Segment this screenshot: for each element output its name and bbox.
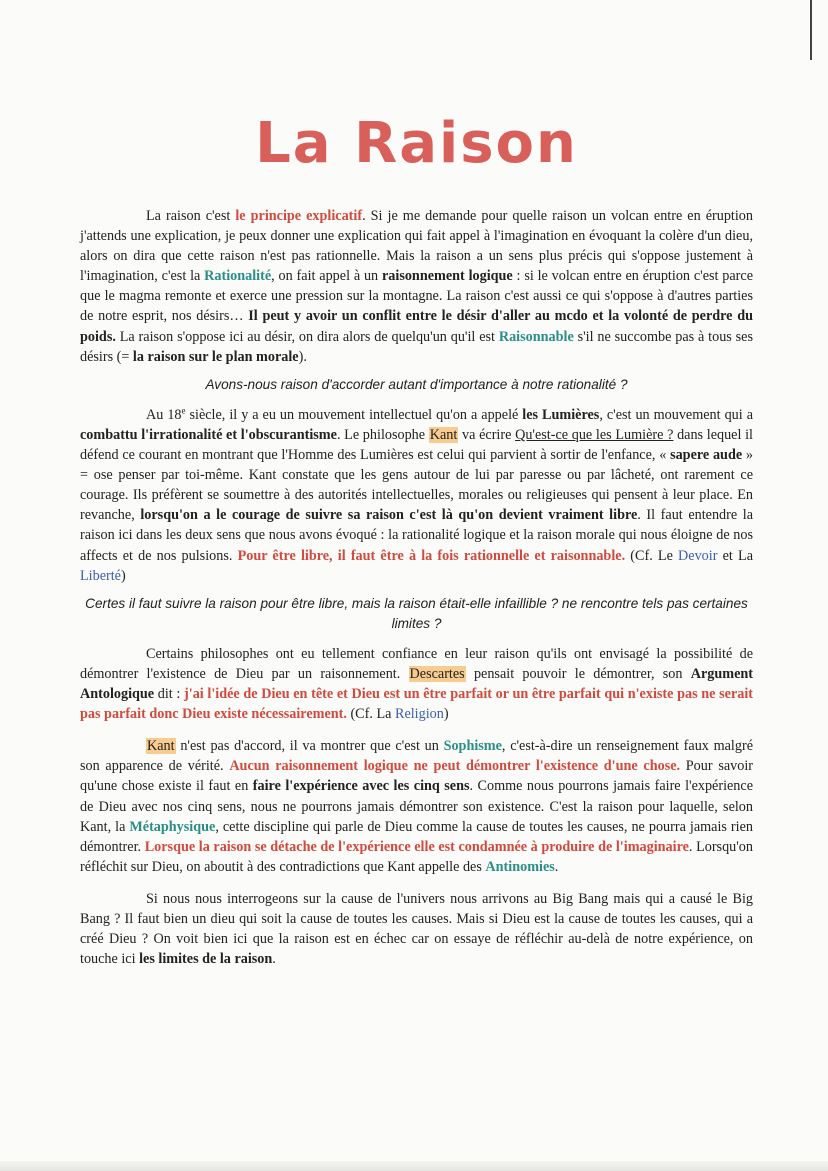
bold-text: raisonnement logique bbox=[381, 268, 513, 285]
text: ). bbox=[298, 348, 307, 365]
text: n'est pas d'accord, il va montrer que c'est un bbox=[175, 738, 444, 755]
paragraph-2 bbox=[80, 405, 753, 586]
text: La raison c'est bbox=[146, 208, 236, 224]
highlight-descartes: Descartes bbox=[409, 665, 465, 682]
text: et La bbox=[717, 547, 753, 564]
text: (Cf. La bbox=[346, 706, 395, 723]
text: » = ose penser par toi-même. Kant constate que les gens autour de lui par paresse ou par lâcheté, ont rarement ce courage. Ils préfèrent se soumettre à des autorités intellectuelles, morales ou religieuses qui pensent à leur place. En revanche, bbox=[80, 447, 753, 524]
text: . Le philosophe bbox=[336, 426, 429, 443]
highlight-kant: Kant bbox=[429, 426, 458, 443]
text: Si nous nous interrogeons sur la cause de l'univers nous arrivons au Big Bang mais qui a causé le Big Bang ? Il faut bien un dieu qui soit la cause de toutes les causes. Mais si Dieu est la cause de toutes les causes, qui a créé Dieu ? On voit bien ici que la raison est en échec car on essaye de réfléchir au-delà de notre expérience, on touche ici bbox=[80, 890, 753, 968]
highlight-kant: Kant bbox=[147, 738, 175, 755]
term-metaphysique: Métaphysique bbox=[129, 818, 216, 835]
text: s'il ne succombe pas à tous ses désirs (= bbox=[80, 328, 754, 365]
text: dans lequel il défend ce courant en montrant que l'Homme des Lumières est celui qui parvient à sortir de l'enfance, « bbox=[80, 426, 753, 464]
bold-text: lorsqu'on a le courage de suivre sa raison c'est là qu'on devient vraiment libre bbox=[140, 507, 638, 524]
page-bottom-edge bbox=[0, 1161, 828, 1171]
reference-devoir: Devoir bbox=[678, 547, 718, 564]
text: . Lorsqu'on réfléchit sur Dieu, on aboutit à des contradictions que Kant appelle des bbox=[80, 838, 753, 875]
text: . bbox=[272, 951, 276, 968]
text: . Comme nous pourrons jamais faire l'expérience de Dieu avec nos cinq sens, nous ne pourrons jamais démontrer son existence. C'est la raison pour laquelle, selon Kant, la bbox=[80, 778, 753, 835]
emphasis: Lorsque la raison se détache de l'expérience elle est condamnée à produire de l'imaginaire bbox=[144, 838, 689, 855]
text: dit : bbox=[154, 686, 185, 703]
paragraph-3 bbox=[80, 644, 753, 724]
bold-text: Argument Antologique bbox=[80, 665, 753, 703]
bold-text: combattu l'irrationalité et l'obscurantisme bbox=[80, 426, 337, 443]
document-body bbox=[80, 108, 753, 969]
term-sophisme: Sophisme bbox=[443, 738, 502, 755]
term-rationalite: Rationalité bbox=[204, 268, 272, 285]
emphasis: Pour être libre, il faut être à la fois rationnelle et raisonnable. bbox=[237, 547, 626, 564]
text: Pour savoir qu'une chose existe il faut en bbox=[80, 758, 753, 795]
page-edge-mark bbox=[810, 0, 812, 60]
text: , c'est-à-dire un renseignement faux malgré son apparence de vérité. bbox=[80, 738, 753, 775]
bold-text: les limites de la raison bbox=[139, 951, 273, 968]
term-raisonnable: Raisonnable bbox=[498, 328, 574, 345]
text: . Il faut entendre la raison ici dans les deux sens que nous avons évoqué : la rationalité logique et la raison morale qui nous éloigne de nos affects et de nos pulsions. bbox=[80, 507, 753, 564]
bold-text: sapere aude bbox=[670, 447, 743, 464]
text: , on fait appel à un bbox=[271, 268, 382, 285]
text: : si le volcan entre en éruption c'est parce que le magma remonte et exerce une pression sur la montagne. La raison c'est aussi ce qui s'oppose à d'autres parties de notre esprit, nos désirs… bbox=[80, 268, 753, 325]
text: siècle, il y a eu un mouvement intellectuel qu'on a appelé bbox=[185, 406, 523, 423]
bold-text: la raison sur le plan morale bbox=[132, 348, 299, 365]
reference-liberte: Liberté bbox=[80, 567, 121, 584]
paragraph-1 bbox=[80, 206, 753, 367]
bold-text: faire l'expérience avec les cinq sens bbox=[252, 778, 470, 795]
book-title: Qu'est-ce que les Lumière ? bbox=[515, 426, 674, 443]
question-1: Avons-nous raison d'accorder autant d'importance à notre rationalité ? bbox=[205, 376, 628, 392]
text: , c'est un mouvement qui a bbox=[599, 406, 753, 423]
reference-religion: Religion bbox=[394, 706, 444, 723]
paragraph-5 bbox=[80, 889, 753, 969]
bold-text: Il peut y avoir un conflit entre le désir d'aller au mcdo et la volonté de perdre du poids. bbox=[80, 308, 753, 345]
term-antinomies: Antinomies bbox=[485, 858, 555, 875]
text: . Si je me demande pour quelle raison un volcan entre en éruption j'attends une explication, je peux donner une explication qui fait appel à l'imagination en évoquant la colère d'un dieu, alors on dira que cette raison n'est pas rationnelle. Mais la raison a un sens plus précis qui s'oppose justement à l'imagination, c'est la bbox=[80, 208, 753, 285]
paragraph-4 bbox=[80, 736, 753, 877]
text: , cette discipline qui parle de Dieu comme la cause de toutes les causes, ne pourra jamais rien démontrer. bbox=[80, 818, 753, 855]
text: Au 18 bbox=[146, 406, 182, 423]
question-2: Certes il faut suivre la raison pour être libre, mais la raison était-elle infaillible ? ne rencontre tels pas certaines limites ? bbox=[85, 595, 748, 631]
text: ) bbox=[120, 567, 126, 584]
emphasis: le principe explicatif bbox=[235, 208, 363, 224]
text: La raison s'oppose ici au désir, on dira alors de quelqu'un qu'il est bbox=[115, 328, 499, 345]
bold-text: les Lumières bbox=[522, 406, 600, 423]
superscript: e bbox=[181, 405, 186, 416]
text: pensait pouvoir le démontrer, son bbox=[465, 665, 691, 682]
emphasis: j'ai l'idée de Dieu en tête et Dieu est un être parfait or un être parfait qui n'existe pas ne serait pas parfait donc Dieu existe nécessairement. bbox=[80, 686, 753, 723]
text: Certains philosophes ont eu tellement confiance en leur raison qu'ils ont envisagé la possibilité de démontrer l'existence de Dieu par un raisonnement. bbox=[80, 645, 753, 682]
text: va écrire bbox=[458, 426, 516, 443]
page-title: La Raison bbox=[255, 111, 578, 176]
text: (Cf. Le bbox=[625, 547, 679, 564]
text: ) bbox=[443, 706, 449, 723]
text: . bbox=[554, 858, 559, 875]
emphasis: Aucun raisonnement logique ne peut démontrer l'existence d'une chose. bbox=[229, 758, 681, 775]
